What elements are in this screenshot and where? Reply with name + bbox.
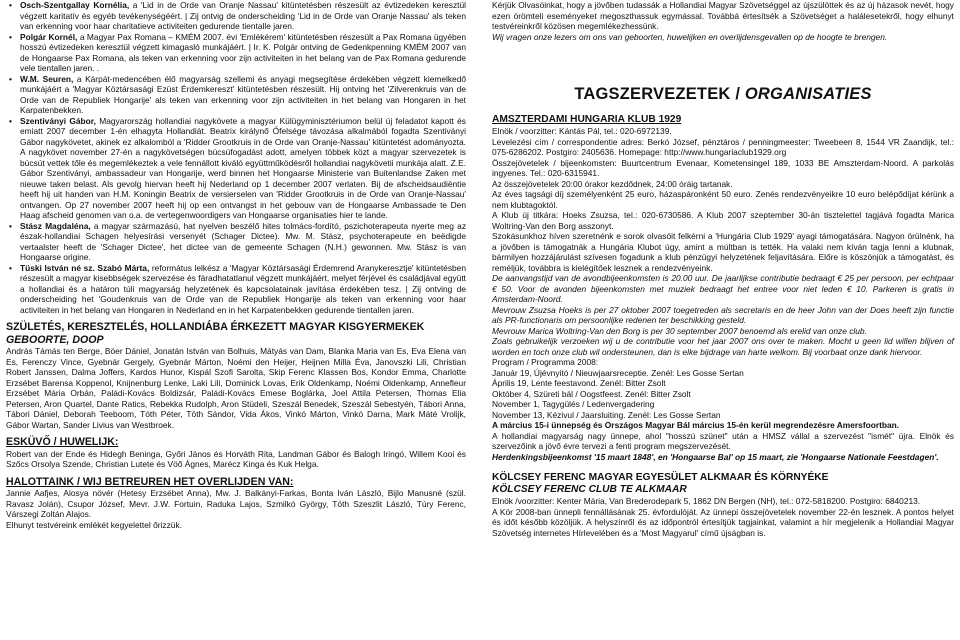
club-info-dutch: De aanvangstijd van de avondbijeenkomsten is 20.00 uur. De jaarlijkse contributie bedraagt € 25 per persoon, per echtpaar € 50. Voor de avonden bijeenkomsten met muziek bedraagt het entree voor niet leden € 10. Parkeren is gratis in Amsterdam-Noord. (492, 273, 954, 304)
news-item: • Osch-Szentgallay Kornélia, a 'Lid in de Orde van Oranje Nassau' kitüntetésben részesült az évtizedeken keresztül végzett karitatív és egyéb tevékenységéért. | Zij ontvig de onderscheiding 'Lid in de Orde van Oranje Nassau' als teken van erkenning voor haar charitatieve activiteiten gedurende tientalle jaren. (9, 0, 466, 31)
club-info-dutch: Mevrouw Zsuzsa Hoeks is per 27 oktober 2007 toegetreden als secretaris en de heer John van der Does heeft zijn functie als PR-functionaris om persoonlijke redenen ter beschikking gesteld. (492, 304, 954, 325)
intro-text-dutch: Wij vragen onze lezers om ons van geboorten, huwelijken en overlijdensgevallen op de hoogte te brengen. (492, 31, 888, 42)
club-info: A Klub új titkára: Hoeks Zsuzsa, tel.: 020-6730586. A Klub 2007 szeptember 30-án tisztelettel tagjává fogadta Marica Woltring-Van den Borg asszonyt. (492, 210, 954, 231)
bullet-icon: • (9, 0, 12, 10)
event-note-dutch: Herdenkingsbijeenkomst '15 maart 1848', en 'Hongaarse Bal' op 15 maart, zie 'Hongaarse Nationale Feestdagen'. (492, 451, 939, 462)
wedding-heading: ESKÜVŐ / HUWELIJK: (6, 436, 119, 448)
club-info: Szokásunkhoz híven szeretnénk e sorok olvasóit felkérni a 'Hungária Club 1929' ayagi támogatására. Nagyon örülnénk, ha a jövőben is támogatnák a Hungária Klubot úgy, amint a múltban is tették. Ha valaki nem kíván tagja lenni a klubnak, bármilyen hozzájárulást szívesen fogadunk a klub pénzügyi helyzetének feljavítására. Előre is köszönjük a támogatást, és reméljük, továbbra is kielégítőek lesznek a rendezvényeink. (492, 231, 954, 273)
deaths-heading: HALOTTAINK / WIJ BETREUREN HET OVERLIJDEN VAN: (6, 475, 294, 488)
club-info: Az összejövetelek 20:00 órakor kezdődnek, 24:00 óráig tartanak. (492, 178, 733, 189)
news-item: • Stász Magdaléna, a magyar származású, hat nyelven beszélő hites tolmács-fordító, pszichoterapeuta nyerte meg az észak-hollandiai Schagen helyesírási versenyét (Schager Dictee). Mw. M. Stász, psychoterapeute en beëdigde vertaalster heeft de 'Schager Dictee', het dictee van de gemeente Schagen (N.H.) gewonnen. Mw. Stász is van Hongaarse origine. (9, 220, 467, 262)
club-info: A Kör 2008-ban ünnepli fennállásának 25. évfordulóját. Az ünnepi összejövetelek november 22-én lesznek. A pontos helyet és időt később közöljük. A helyszínről és az időpontról értesítjük tagjainkat, valamint a hír megjelenik a Hollandiai Magyar Szövetség internetes Hírlevelében és a 'Most Magyarul' című újságban is. (492, 506, 954, 538)
club-info-dutch: Zoals gebruikelijk verzoeken wij u de contributie voor het jaar 2007 ons over te maken. Mocht u geen lid willen blijven of worden en toch onze club wil ondersteunen, dan is elke bijdrage van harte welkom. Bij voorbaat onze dank hiervoor. (492, 336, 954, 357)
club-info: Elnök /voorzitter: Kenter Mária, Van Brederodepark 5, 1862 DN Bergen (NH), tel.: 072-5818200. Postgiro: 6840213. (492, 496, 921, 506)
births-heading: SZÜLETÉS, KERESZTELÉS, HOLLANDIÁBA ÉRKEZETT MAGYAR KISGYERMEKEK (6, 321, 425, 333)
club-info: Levelezési cím / correspondentie adres: Berkó József, pénztáros / penningmeester: Tweebeen 8, 1544 VR Zaandijk, tel.: 075-6286202. Postgiro: 2405636. Homepage: http://www.hungariaclub1929.org (492, 136, 954, 157)
section-title: TAGSZERVEZETEK / ORGANISATIES (574, 85, 872, 103)
births-list: András Támás ten Berge, Böer Dániel, Jonatán István van Bolhuis, Mátyás van Dam, Blanka Maria van Es, Eva Elena van Es, Ferenczy Vince, Gyebnár Gergely, Gyebnár Márton, Noémi den Heijer, Heijnen Milla Éva, Janovszki Lili, Christian Robert Janssen, Dalma Joffers, Kardos Hunor, Kispál Szofi Sarolta, Skip Ferenc Klassen Bos, Kondor Emma, Charlotte Erzsébet Barensa Koppenol, Knijnenburg Lenke, Laki Lili, Dominick Lovas, Erik Oldenkamp, Noémi Oldenkamp, Annefleur Erzsébet Mária Orbán, Paládi-Kovács Boldizsár, Paládi-Kovács Emese Boglárka, Joel Attila Petersen, Thomas Elia Petersen, Aron Quartel, Dante Ratics, Rebekka Rudolph, Aron Stüdeli, Szeszál Benedek, Szeszál Sebestyén, Tábori Anna, Tábori Dániel, Deborah Teeboom, Tóth Péter, Tóth Sándor, Vida Ákos, Vinkó Márton, Vinkó Darna, Mark Máté Vrolijk, Gábor Wartan, Sander Livius van Westbroek. (6, 346, 466, 430)
program-item: November 13, Kézivul / Jaarsluiting. Zenél: Les Gosse Sertan (492, 409, 721, 420)
wedding-list: Robert van der Ende és Hidegh Beninga, Győri János és Horváth Rita, Landman Gábor és Balogh Iringó, Willem Kooi és Szőcs Orsolya Szende, Christian Lutete és Vöő Ágnes, Marécz Kinga és Kuk Helga. (6, 448, 466, 469)
club-subtitle-kolcsey: KÖLCSEY FERENC CLUB TE ALKMAAR (492, 484, 687, 495)
news-item: • W.M. Seuren, a Kárpát-medencében élő magyarság szellemi és anyagi megsegítése érdekében végzett kiemelkedő munkájáért a 'Magyar Köztársasági Ezüst Érdemkereszt' kitüntetésben részesült. Hij ontving het 'Zilverenkruis van de Orde van de Republiek Hongarije' als teken van erkenning voor zijn activiteiten in het belang van Hongaren in het Karpatenbekken. (9, 73, 467, 115)
births-subheading: GEBOORTE, DOOP (6, 333, 104, 346)
right-column (492, 0, 954, 538)
club-info: Az éves tagsági díj személyenként 25 euro, házaspáronként 50 euro. Zenés rendezvényeikre 10 euro belépődíjat kérünk a nem klubtagoktól. (492, 189, 954, 210)
bullet-icon: • (9, 73, 12, 84)
club-title-hungaria: AMSZTERDAMI HUNGARIA KLUB 1929 (492, 114, 682, 125)
news-item: • Szentiványi Gábor, Magyarország hollandiai nagykövete a magyar Külügyminisztériumon belül új feladatot kapott és emiatt 2007 december 1-én elhagyta Hollandiát. Beatrix királynő Őfelsége távozása alkalmából fogadta Szentiványi Gábor nagykövetet, akinek ez alkalomból a 'Ridder Grootkruis in de Orde van Oranje-Nassau' kitüntetést adományozta. A nagykövet november 27-én a nagykövetségen búcsúfogadást adott, amelyen többek közt a magyar szervezetek is búcsút vettek tőle és megemlékeztek a vele fennállott kiváló együttműködésről hollandiai nagykövetii munkája alatt. Z.E. Gábor Szentiványi, ambassadeur van Hongarije, werd binnen het Hongaarse Ministerie van Buitenlandse Zaken met nieuwe taken belast. Als gevolg hiervan heeft hij Nederland op 1 december 2007 verlaten. Bij de afscheidsaudiëntie heeft hij uit handen van H.M. Koningin Beatrix de versierselen van 'Ridder Grootkruis in de Orde van Oranje-Nassau' ontvangen. Op 27 november 2007 heeft hij op een ontvangst in het gebouw van de Hongaarse Ambassade te Den Haag afscheid genomen van o.a. de vertegenwoordigers van Hongaarse organisaties hier te lande. (9, 115, 466, 220)
program-item: November 1, Tagygülés / Ledenvergadering (492, 399, 655, 409)
program-item: Április 19, Lente feestavond. Zenél: Bitter Zsolt (492, 378, 666, 388)
deaths-remembrance: Elhunyt testvéreink emlékét kegyelettel őrizzük. (6, 519, 182, 530)
club-info-dutch: Mevrouw Marica Woltring-Van den Borg is per 30 september 2007 benoemd als erelid van onze club. (492, 325, 867, 336)
club-title-kolcsey: KÖLCSEY FERENC MAGYAR EGYESÜLET ALKMAAR ÉS KÖRNYÉKE (492, 472, 829, 483)
left-column (6, 0, 466, 530)
news-item: • Polgár Kornél, a Magyar Pax Romana – KMÉM 2007. évi 'Emlékérem' kitüntetésben részesült a Pax Romana ügyében hosszú évtizedeken keresztül végzett kimagasló munkájáért. | Ir. K. Polgár ontving de Gedenkpenning KMÉM 2007 van de Hongaarse Pax Romana, als teken van erkenning voor zijn activiteiten in het belang van de Pax Romana gedurende vele tientallen jaren. . (9, 31, 467, 73)
bullet-icon: • (9, 262, 12, 273)
bullet-icon: • (9, 220, 12, 231)
club-info: Összejövetelek / bijeenkomsten: Buurtcentrum Evenaar, Kometensingel 189, 1033 BE Amszterdam-Noord. A parkolás ingyenes. Tel.: 020-6315941. (492, 157, 954, 178)
event-note: A hollandiai magyarság nagy ünnepe, ahol "hosszú szünet" után a HMSZ vállal a szervezést "ismét" újra. Elnök és szervezőink a jövő évre tervezi a fenti program megszervezését. (492, 430, 954, 451)
bullet-icon: • (9, 115, 12, 126)
bullet-icon: • (9, 31, 12, 42)
program-title: Program / Programma 2008: (492, 357, 599, 367)
news-item: • Tüski István né sz. Szabó Márta, református lelkész a 'Magyar Köztársasági Érdemrend Aranykeresztje' kitüntetésben részesült a magyar kisebbségek szervezése és fáradhatatlanul végzett munkájáért, melyet férjével és családjával együtt a hollandiai és a határon túli magyarság helyzetének és kapcsolatainak javítása érdekében tesz. | Zij ontving de onderscheiding het 'Goudenkruis van de Orde van de Republiek Hongarije als teken van erkenning voor haar activiteiten in het belang van Hongaren in Nederland en in het Karpatenbekken gedurende tientallen jaren. (9, 262, 466, 315)
program-item: Október 4, Szüreti bál / Oogstfeest. Zenél: Bitter Zsolt (492, 388, 691, 399)
program-item: Január 19, Újévnyitó / Nieuwjaarsreceptie. Zenél: Les Gosse Sertan (492, 367, 744, 378)
intro-text: Kérjük Olvasóinkat, hogy a jövőben tudassák a Hollandiai Magyar Szövetséggel az újszülöttek és az új házasok nevét, hogy ezen örömteli eseményeket megoszthassuk egymással. Továbbá értesítsék a Szövetséget a halálesetekről, hogy elhunyt testvéreinkről közösen megemlékezhessünk. (492, 0, 954, 31)
club-info: Elnök / voorzitter: Kántás Pál, tel.: 020-6972139. (492, 126, 672, 136)
event-note: A március 15-i ünnepség és Országos Magyar Bál március 15-én kerül megrendezésre Amersfoortban. (492, 420, 900, 430)
deaths-list: Jannie Aafjes, Alosya növér (Hetesy Erzsébet Anna), Mw. J. Balkányi-Farkas, Bonta Iván László, Bijlo Manusné (szül. Ravasz Jolán), Csupor József, Mevr. J.W. Fortuin, Raduka Lajos, Szmilkó György, Tóth Szeszlit László, Túry Ferenc, Várszegi Zoltán Alajos. (6, 488, 466, 519)
